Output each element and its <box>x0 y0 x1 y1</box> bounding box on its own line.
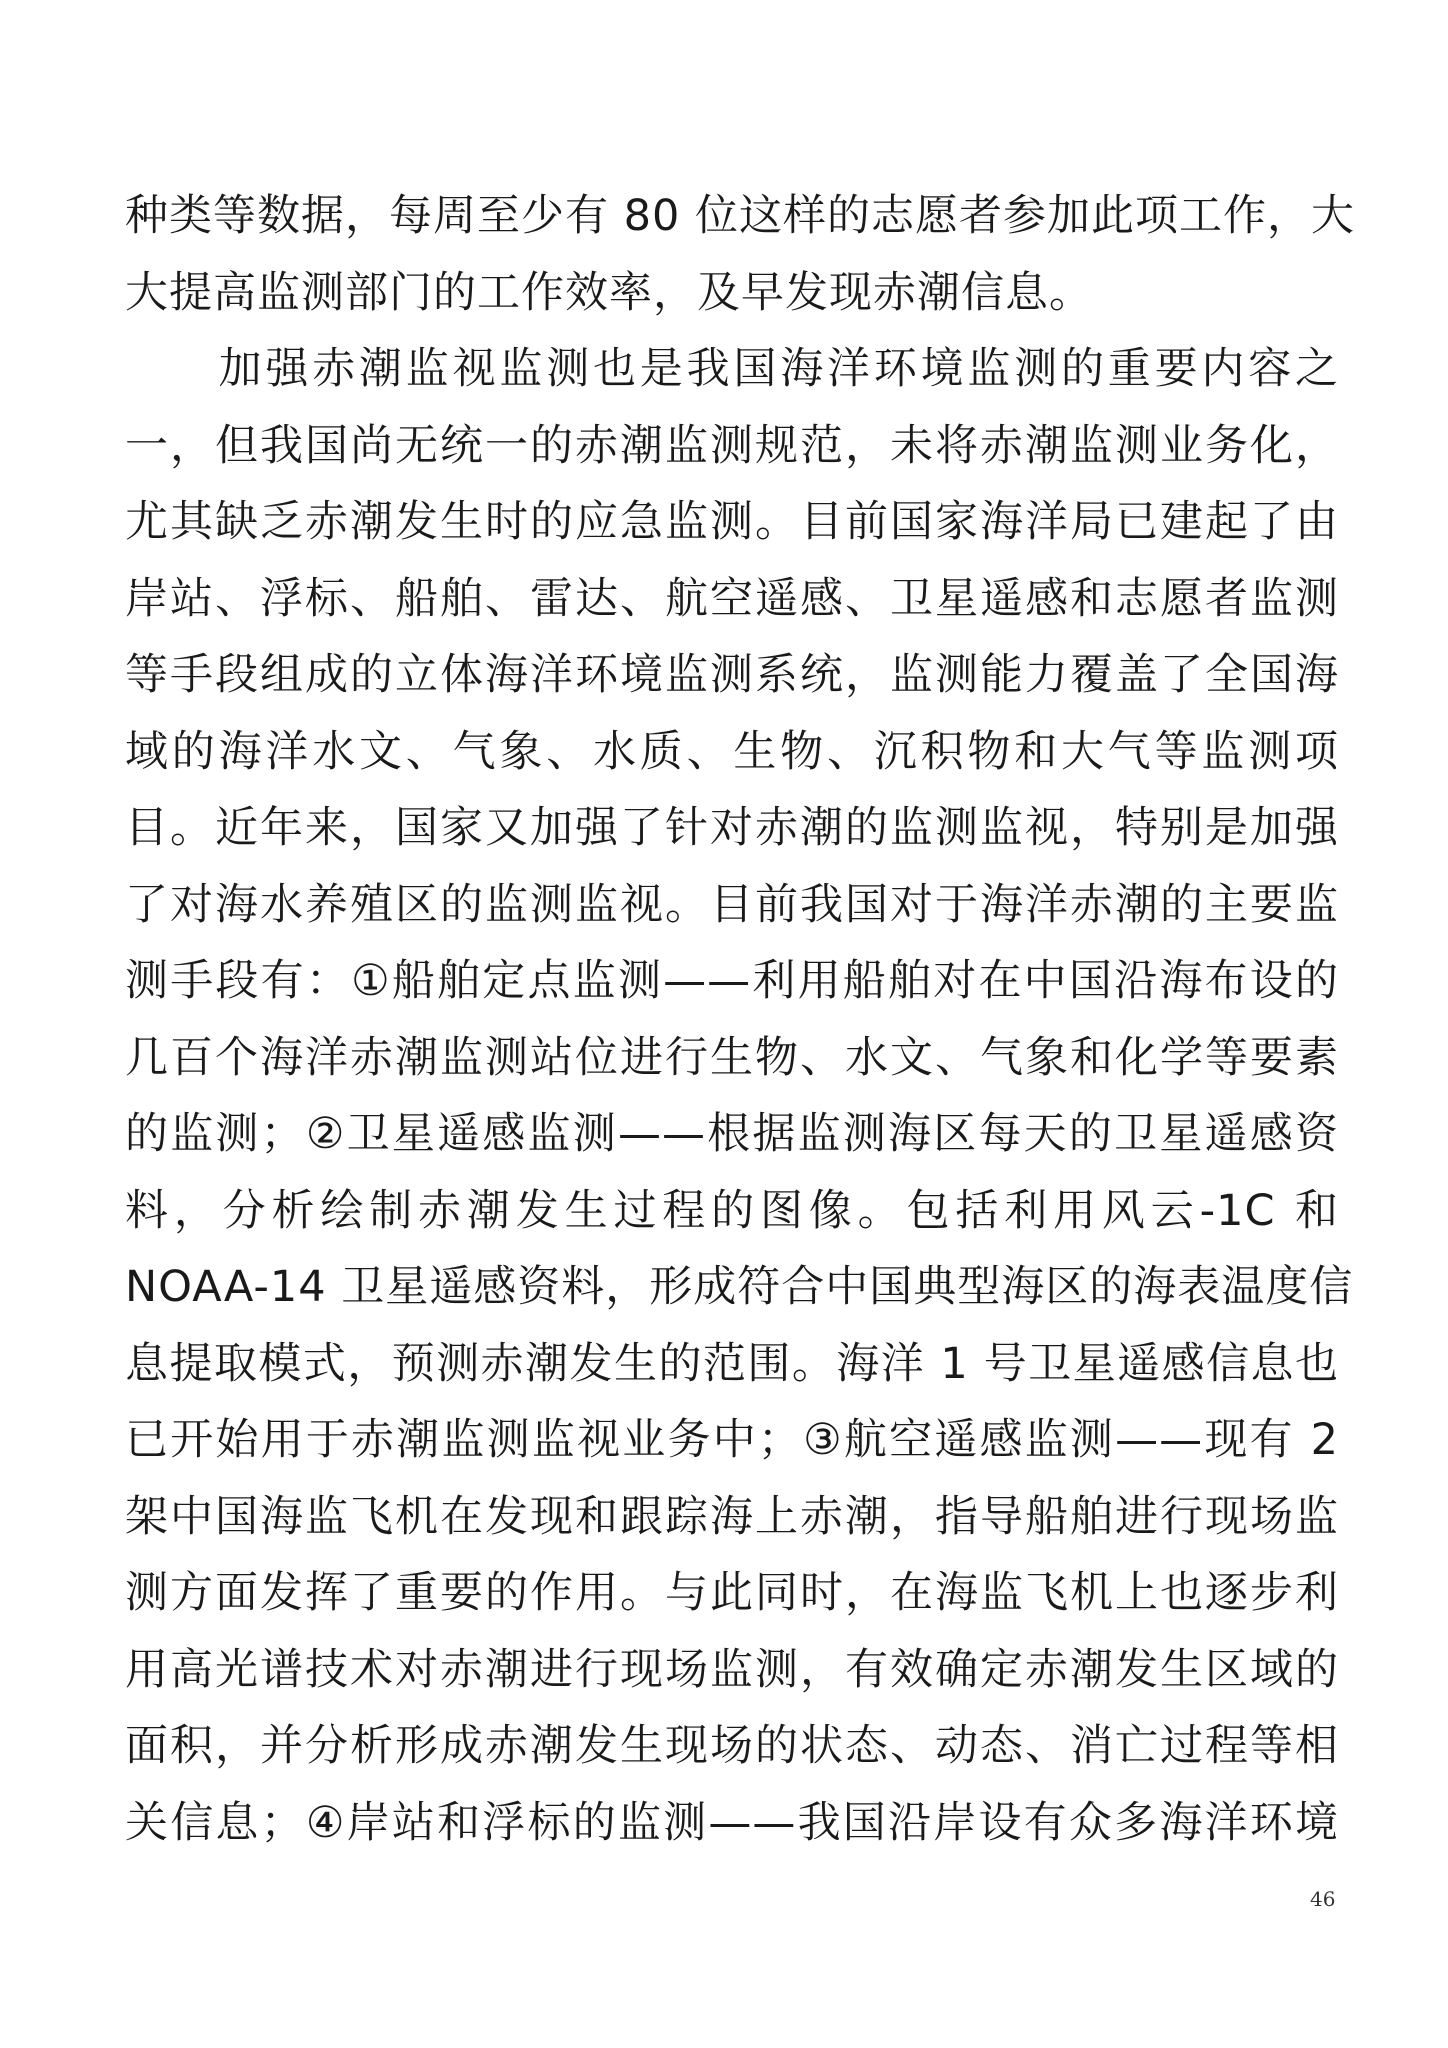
text-line: 了对海水养殖区的监测监视。目前我国对于海洋赤潮的主要监 <box>125 879 1339 930</box>
text-line: 域的海洋水文、气象、水质、生物、沉积物和大气等监测项 <box>125 726 1339 777</box>
text-line: 用高光谱技术对赤潮进行现场监测，有效确定赤潮发生区域的 <box>125 1644 1339 1695</box>
body-text <box>125 178 1356 1861</box>
text-line: 息提取模式，预测赤潮发生的范围。海洋 1 号卫星遥感信息也 <box>125 1338 1339 1389</box>
text-line: 架中国海监飞机在发现和跟踪海上赤潮，指导船舶进行现场监 <box>125 1491 1339 1542</box>
text-line: 关信息；④岸站和浮标的监测——我国沿岸设有众多海洋环境 <box>125 1797 1339 1848</box>
text-line: NOAA-14 卫星遥感资料，形成符合中国典型海区的海表温度信 <box>125 1262 1354 1312</box>
text-line: 测手段有：①船舶定点监测——利用船舶对在中国沿海布设的 <box>125 956 1339 1006</box>
text-line: 已开始用于赤潮监测监视业务中；③航空遥感监测——现有 2 <box>125 1415 1339 1465</box>
text-line: 大提高监测部门的工作效率，及早发现赤潮信息。 <box>125 267 1093 318</box>
text-line: 面积，并分析形成赤潮发生现场的状态、动态、消亡过程等相 <box>125 1721 1339 1771</box>
text-line: 的监测；②卫星遥感监测——根据监测海区每天的卫星遥感资 <box>125 1109 1339 1159</box>
text-line: 一，但我国尚无统一的赤潮监测规范，未将赤潮监测业务化， <box>125 420 1339 471</box>
text-line: 等手段组成的立体海洋环境监测系统，监测能力覆盖了全国海 <box>125 650 1339 700</box>
text-line: 加强赤潮监视监测也是我国海洋环境监测的重要内容之 <box>125 344 1339 394</box>
text-line: 几百个海洋赤潮监测站位进行生物、水文、气象和化学等要素 <box>125 1032 1339 1083</box>
text-line: 料，分析绘制赤潮发生过程的图像。包括利用风云-1C 和 <box>125 1185 1339 1236</box>
text-line: 尤其缺乏赤潮发生时的应急监测。目前国家海洋局已建起了由 <box>125 497 1339 547</box>
text-line: 目。近年来，国家又加强了针对赤潮的监测监视，特别是加强 <box>125 803 1339 853</box>
text-line: 测方面发挥了重要的作用。与此同时，在海监飞机上也逐步利 <box>125 1568 1339 1618</box>
page-number: 46 <box>1310 1887 1336 1911</box>
text-line: 岸站、浮标、船舶、雷达、航空遥感、卫星遥感和志愿者监测 <box>125 573 1339 624</box>
text-line: 种类等数据，每周至少有 80 位这样的志愿者参加此项工作，大 <box>125 191 1356 241</box>
